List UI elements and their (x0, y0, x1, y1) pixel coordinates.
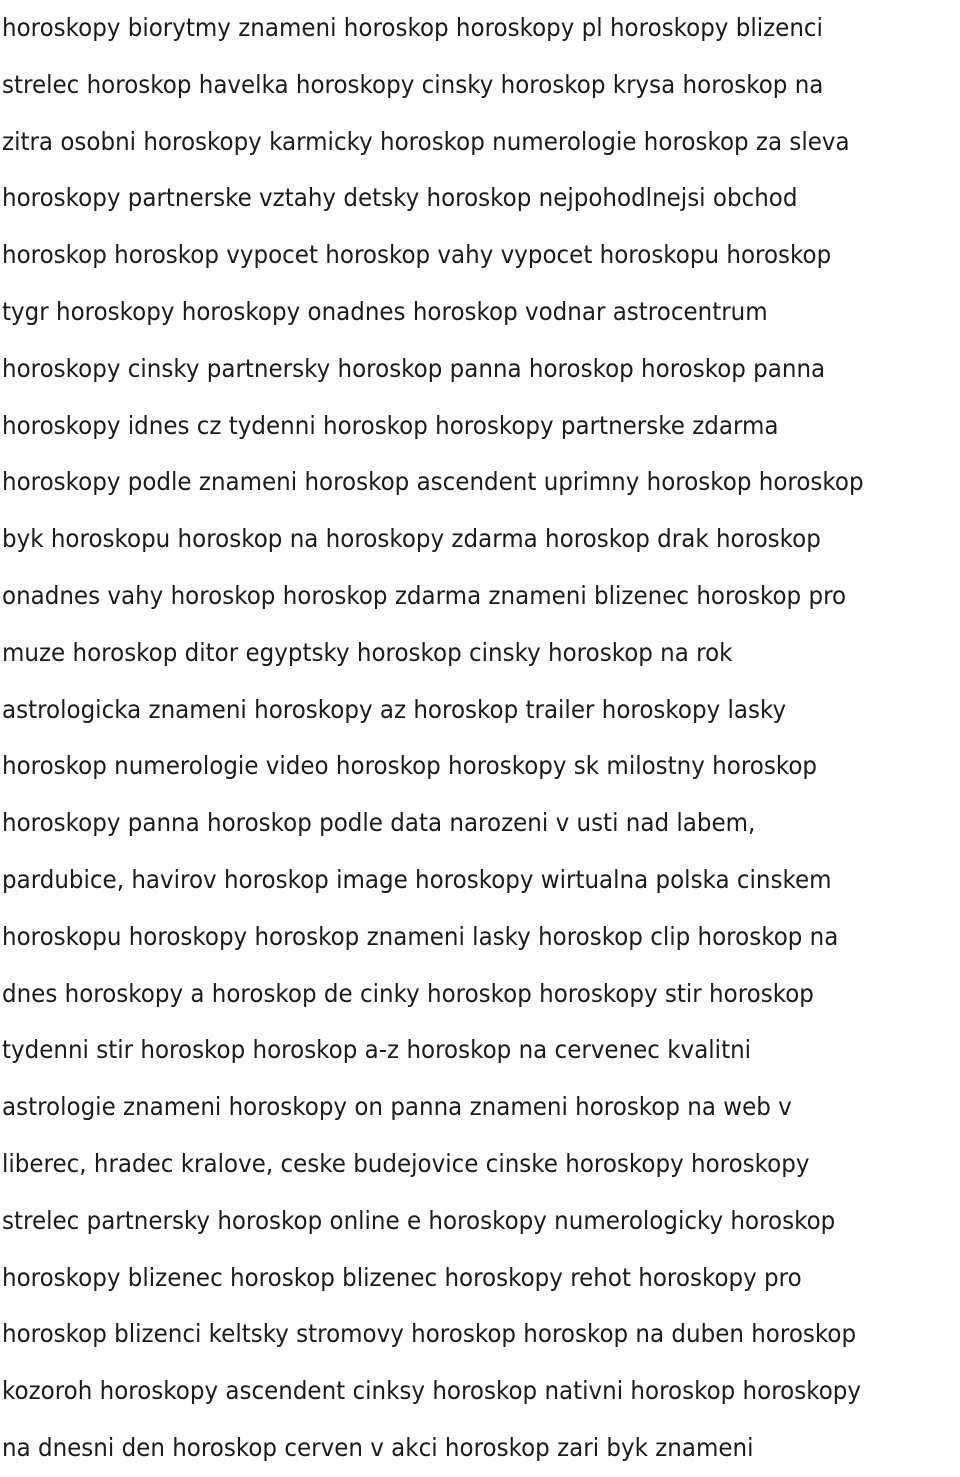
text-line: tydenni stir horoskop horoskop a-z horoskop na cervenec kvalitni (2, 1035, 752, 1065)
text-line: horoskopy podle znameni horoskop ascendent uprimny horoskop horoskop (2, 467, 864, 497)
text-line: liberec, hradec kralove, ceske budejovice cinske horoskopy horoskopy (2, 1148, 810, 1178)
text-line: horoskopy idnes cz tydenni horoskop horoskopy partnerske zdarma (2, 410, 779, 440)
text-line: strelec partnersky horoskop online e horoskopy numerologicky horoskop (2, 1205, 836, 1235)
text-line: onadnes vahy horoskop horoskop zdarma znameni blizenec horoskop pro (2, 580, 847, 610)
text-line: tygr horoskopy horoskopy onadnes horoskop vodnar astrocentrum (2, 296, 768, 326)
text-line: horoskopy partnerske vztahy detsky horoskop nejpohodlnejsi obchod (2, 183, 798, 213)
text-line: strelec horoskop havelka horoskopy cinsky horoskop krysa horoskop na (2, 69, 824, 99)
text-line: horoskop numerologie video horoskop horoskopy sk milostny horoskop (2, 751, 818, 781)
text-line: kozoroh horoskopy ascendent cinksy horoskop nativni horoskop horoskopy (2, 1376, 862, 1406)
text-line: pardubice, havirov horoskop image horoskopy wirtualna polska cinskem (2, 864, 832, 894)
text-line: byk horoskopu horoskop na horoskopy zdarma horoskop drak horoskop (2, 524, 821, 554)
document-text (2, 0, 960, 1477)
text-line: horoskopy blizenec horoskop blizenec horoskopy rehot horoskopy pro (2, 1262, 802, 1292)
text-line: zitra osobni horoskopy karmicky horoskop numerologie horoskop za sleva (2, 126, 850, 156)
text-line: horoskop blizenci keltsky stromovy horoskop horoskop na duben horoskop (2, 1319, 857, 1349)
text-line: horoskopy panna horoskop podle data narozeni v usti nad labem, (2, 808, 756, 838)
text-line: horoskop horoskop vypocet horoskop vahy vypocet horoskopu horoskop (2, 240, 832, 270)
text-line: na dnesni den horoskop cerven v akci horoskop zari byk znameni (2, 1432, 754, 1462)
text-line: astrologicka znameni horoskopy az horoskop trailer horoskopy lasky (2, 694, 787, 724)
text-line: dnes horoskopy a horoskop de cinky horoskop horoskopy stir horoskop (2, 978, 814, 1008)
text-line: horoskopu horoskopy horoskop znameni lasky horoskop clip horoskop na (2, 921, 839, 951)
text-line: muze horoskop ditor egyptsky horoskop cinsky horoskop na rok (2, 637, 733, 667)
text-line: horoskopy cinsky partnersky horoskop panna horoskop horoskop panna (2, 353, 826, 383)
text-line: astrologie znameni horoskopy on panna znameni horoskop na web v (2, 1092, 792, 1122)
text-line: horoskopy biorytmy znameni horoskop horoskopy pl horoskopy blizenci (2, 13, 823, 42)
